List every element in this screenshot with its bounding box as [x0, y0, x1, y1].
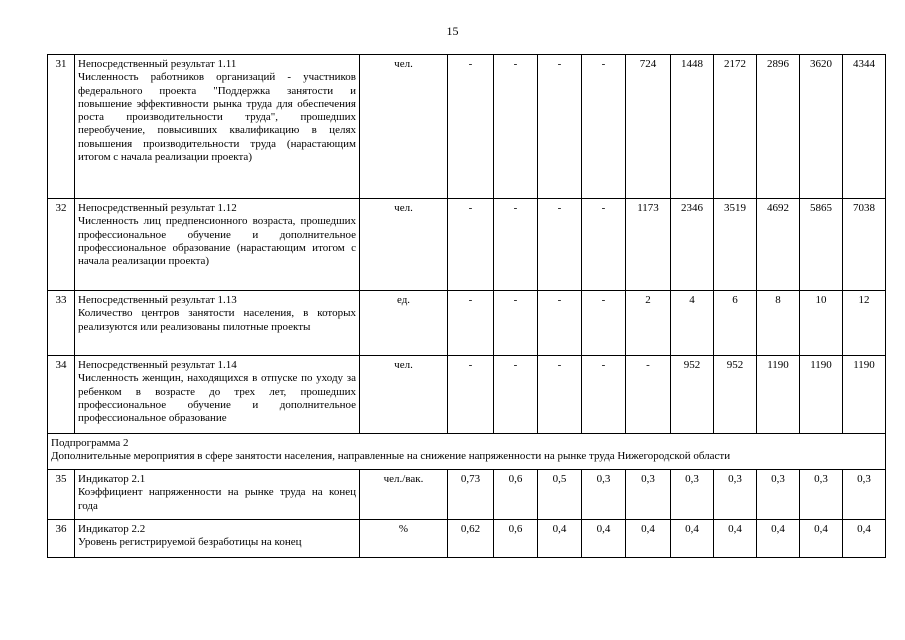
result-description: Численность лиц предпенсионного возраста, прошедших профессиональное обучение и дополнительное профессиональное образование (нарастающим итогом с начала реализации проекта)	[78, 215, 356, 268]
unit-cell: чел./вак.	[360, 470, 448, 520]
row-number: 31	[48, 55, 75, 199]
value-cell: -	[494, 291, 538, 356]
value-cell: -	[582, 199, 626, 291]
value-cell: 6	[714, 291, 757, 356]
value-cell: 0,4	[714, 520, 757, 558]
row-description-cell	[75, 199, 360, 291]
value-cell: 0,6	[494, 520, 538, 558]
subprogram-title: Подпрограмма 2	[51, 437, 129, 449]
value-cell: 12	[843, 291, 886, 356]
value-cell: -	[582, 55, 626, 199]
row-number: 35	[48, 470, 75, 520]
value-cell: -	[626, 356, 671, 434]
row-description-cell	[75, 291, 360, 356]
value-cell: 0,5	[538, 470, 582, 520]
value-cell: 0,3	[671, 470, 714, 520]
value-cell: 2	[626, 291, 671, 356]
value-cell: 0,3	[843, 470, 886, 520]
value-cell: 0,4	[671, 520, 714, 558]
row-description-cell	[75, 356, 360, 434]
result-title: Непосредственный результат 1.12	[78, 202, 237, 214]
value-cell: -	[538, 356, 582, 434]
unit-cell: чел.	[360, 356, 448, 434]
value-cell: 0,3	[714, 470, 757, 520]
value-cell: -	[448, 291, 494, 356]
unit-cell: чел.	[360, 55, 448, 199]
result-description: Количество центров занятости населения, в которых реализуются или реализованы пилотные проекты	[78, 307, 356, 333]
value-cell: 1173	[626, 199, 671, 291]
table-row	[48, 291, 886, 356]
value-cell: 0,4	[757, 520, 800, 558]
row-description-cell	[75, 520, 360, 558]
subprogram-row	[48, 434, 886, 470]
value-cell: 1190	[757, 356, 800, 434]
subprogram-description: Дополнительные мероприятия в сфере занятости населения, направленные на снижение напряженности на рынке труда Нижегородской области	[51, 450, 731, 463]
value-cell: 0,73	[448, 470, 494, 520]
value-cell: -	[582, 356, 626, 434]
indicators-table	[47, 54, 886, 558]
unit-cell: чел.	[360, 199, 448, 291]
value-cell: 2172	[714, 55, 757, 199]
value-cell: 0,4	[582, 520, 626, 558]
value-cell: -	[494, 199, 538, 291]
result-title: Непосредственный результат 1.14	[78, 359, 237, 371]
indicator-title: Индикатор 2.2	[78, 523, 146, 535]
page-number: 15	[446, 24, 459, 38]
row-number: 33	[48, 291, 75, 356]
value-cell: 3519	[714, 199, 757, 291]
value-cell: 724	[626, 55, 671, 199]
value-cell: 4	[671, 291, 714, 356]
value-cell: 0,6	[494, 470, 538, 520]
value-cell: 0,3	[626, 470, 671, 520]
value-cell: 2346	[671, 199, 714, 291]
result-description: Численность работников организаций - участников федерального проекта "Поддержка занятости и повышение эффективности рынка труда для обеспечения роста производительности труда", прошедших переобучение, повысивших квалификацию в целях повышения производительности труда (нарастающим итогом с начала реализации проекта)	[78, 71, 356, 164]
value-cell: 952	[714, 356, 757, 434]
row-number: 36	[48, 520, 75, 558]
value-cell: 4692	[757, 199, 800, 291]
value-cell: 0,3	[582, 470, 626, 520]
value-cell: 1190	[843, 356, 886, 434]
row-description-cell	[75, 470, 360, 520]
value-cell: -	[538, 199, 582, 291]
unit-cell: ед.	[360, 291, 448, 356]
table-row	[48, 520, 886, 558]
value-cell: -	[538, 55, 582, 199]
value-cell: 5865	[800, 199, 843, 291]
value-cell: -	[448, 356, 494, 434]
row-description-cell	[75, 55, 360, 199]
value-cell: 1448	[671, 55, 714, 199]
value-cell: -	[448, 55, 494, 199]
result-title: Непосредственный результат 1.13	[78, 294, 237, 306]
value-cell: 3620	[800, 55, 843, 199]
value-cell: 0,4	[843, 520, 886, 558]
table-row	[48, 470, 886, 520]
value-cell: -	[494, 55, 538, 199]
value-cell: 4344	[843, 55, 886, 199]
value-cell: -	[448, 199, 494, 291]
value-cell: 0,4	[538, 520, 582, 558]
row-number: 34	[48, 356, 75, 434]
value-cell: 0,62	[448, 520, 494, 558]
subprogram-cell	[48, 434, 886, 470]
result-title: Непосредственный результат 1.11	[78, 58, 237, 70]
table-row	[48, 356, 886, 434]
indicator-title: Индикатор 2.1	[78, 473, 146, 485]
result-description: Численность женщин, находящихся в отпуске по уходу за ребенком в возрасте до трех лет, прошедших профессиональное обучение и дополнительное профессиональное образование	[78, 372, 356, 425]
indicator-description: Коэффициент напряженности на рынке труда на конец года	[78, 486, 356, 512]
value-cell: -	[494, 356, 538, 434]
value-cell: 0,4	[800, 520, 843, 558]
table-row	[48, 199, 886, 291]
value-cell: 2896	[757, 55, 800, 199]
table-row	[48, 55, 886, 199]
value-cell: 0,4	[626, 520, 671, 558]
value-cell: 952	[671, 356, 714, 434]
value-cell: 8	[757, 291, 800, 356]
unit-cell: %	[360, 520, 448, 558]
value-cell: 0,3	[757, 470, 800, 520]
value-cell: -	[538, 291, 582, 356]
value-cell: 1190	[800, 356, 843, 434]
value-cell: 0,3	[800, 470, 843, 520]
row-number: 32	[48, 199, 75, 291]
indicator-description: Уровень регистрируемой безработицы на конец	[78, 536, 302, 549]
value-cell: 7038	[843, 199, 886, 291]
value-cell: -	[582, 291, 626, 356]
value-cell: 10	[800, 291, 843, 356]
